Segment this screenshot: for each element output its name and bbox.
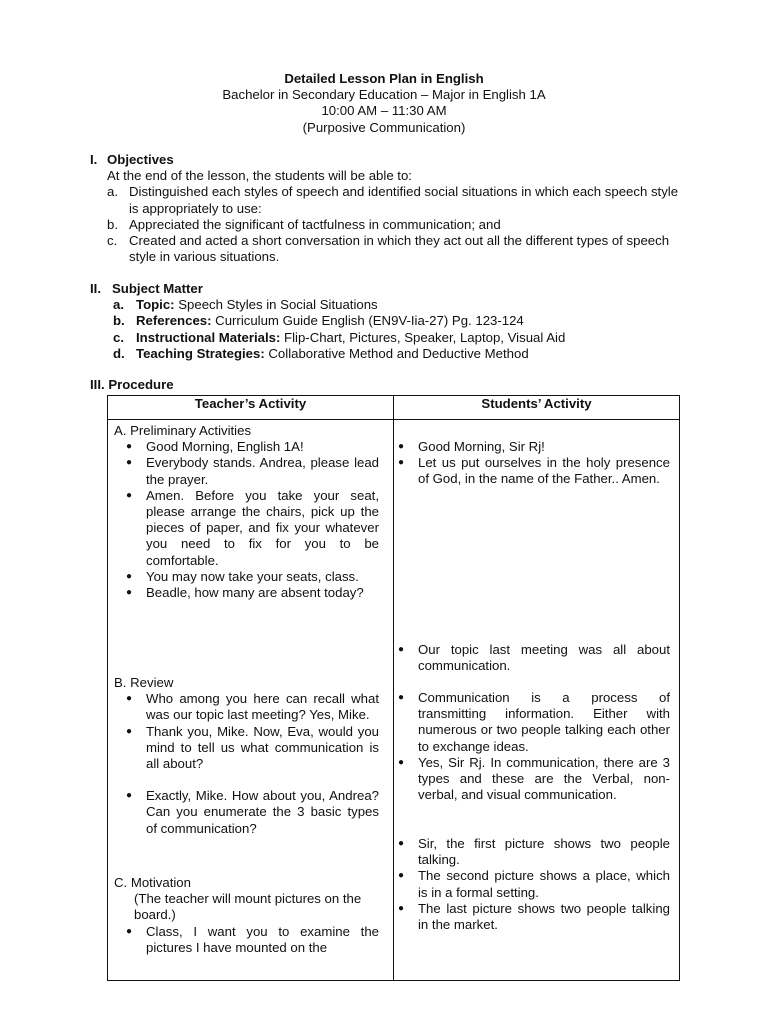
preliminary-title: A. Preliminary Activities xyxy=(114,423,252,438)
preliminary-list xyxy=(114,439,379,601)
student-motivation-list xyxy=(394,836,670,933)
item-value: Speech Styles in Social Situations xyxy=(178,297,378,313)
bullet-icon: ● xyxy=(126,441,133,453)
list-item-text: The second picture shows a place, which is in a formal setting. xyxy=(418,868,670,900)
list-item-text: Exactly, Mike. How about you, Andrea? Can you enumerate the 3 basic types of communication? xyxy=(146,788,379,836)
objective-text: Distinguished each styles of speech and identified social situations in which each speech style is appropriately to use: xyxy=(129,184,679,216)
list-item-text: The last picture shows two people talking in the market. xyxy=(418,900,670,933)
item-value: Curriculum Guide English (EN9V-Iia-27) Pg. 123-124 xyxy=(215,313,524,329)
list-item xyxy=(114,924,379,956)
list-item xyxy=(114,724,379,773)
procedure-section xyxy=(90,377,690,393)
bullet-icon: ● xyxy=(398,838,405,849)
list-item-text: Our topic last meeting was all about communication. xyxy=(418,642,670,674)
procedure-table xyxy=(107,395,680,981)
item-value: Flip-Chart, Pictures, Speaker, Laptop, Visual Aid xyxy=(284,329,566,345)
list-item xyxy=(114,455,379,487)
motivation-list xyxy=(114,924,379,956)
list-item xyxy=(394,455,670,487)
item-label: Topic: xyxy=(136,297,175,313)
objective-mark: c. xyxy=(107,233,118,249)
subject-matter-item xyxy=(90,330,690,346)
bullet-icon: ● xyxy=(398,756,405,768)
teacher-activity-header: Teacher’s Activity xyxy=(108,396,394,420)
list-item xyxy=(114,439,379,455)
review-block xyxy=(114,675,379,837)
bullet-icon: ● xyxy=(398,457,405,469)
list-item-text: Amen. Before you take your seat, please arrange the chairs, pick up the pieces of paper, and fix your whatever you need to fix for you to be comfortable. xyxy=(146,487,379,568)
item-label: References: xyxy=(136,313,212,329)
student-preliminary-list xyxy=(394,439,670,488)
bullet-icon: ● xyxy=(126,925,133,937)
motivation-block xyxy=(114,875,379,956)
list-item-text: Who among you here can recall what was our topic last meeting? Yes, Mike. xyxy=(146,691,379,723)
list-item-text: Good Morning, Sir Rj! xyxy=(418,439,545,454)
motivation-title: C. Motivation xyxy=(114,875,191,890)
list-item xyxy=(394,642,670,674)
procedure-heading xyxy=(90,377,690,393)
bullet-icon: ● xyxy=(126,489,133,501)
objective-item xyxy=(90,184,690,216)
list-item xyxy=(394,836,670,868)
student-motivation-block xyxy=(394,836,670,933)
item-mark: a. xyxy=(113,297,124,313)
list-item xyxy=(114,691,379,723)
bullet-icon: ● xyxy=(398,902,405,914)
subject-line: (Purposive Communication) xyxy=(302,119,466,135)
student-review-list xyxy=(394,690,670,803)
list-item xyxy=(394,690,670,755)
procedure-title: Procedure xyxy=(108,377,174,392)
item-value: Collaborative Method and Deductive Method xyxy=(268,345,529,361)
objective-item xyxy=(90,233,690,265)
procedure-numeral: III. xyxy=(90,377,105,392)
bullet-icon: ● xyxy=(398,870,405,882)
list-item xyxy=(394,439,670,455)
list-item xyxy=(394,868,670,900)
review-title: B. Review xyxy=(114,675,174,690)
bullet-icon: ● xyxy=(398,692,405,703)
bullet-icon: ● xyxy=(126,570,133,582)
table-header-row xyxy=(108,396,680,420)
subject-matter-item xyxy=(90,313,690,329)
objectives-intro: At the end of the lesson, the students will be able to: xyxy=(107,168,412,184)
students-activity-header: Students’ Activity xyxy=(394,396,680,420)
list-item xyxy=(114,488,379,569)
objectives-numeral: I. xyxy=(90,152,98,167)
motivation-note: (The teacher will mount pictures on the board.) xyxy=(134,891,362,923)
student-topic-block xyxy=(394,642,670,674)
list-item-text: You may now take your seats, class. xyxy=(146,568,359,584)
list-item xyxy=(394,901,670,933)
item-mark: d. xyxy=(113,345,125,361)
bullet-icon: ● xyxy=(126,587,133,599)
objectives-section xyxy=(90,152,690,265)
preliminary-block xyxy=(114,423,379,601)
student-review-block xyxy=(394,690,670,803)
subject-matter-heading xyxy=(90,281,690,297)
list-item xyxy=(114,585,379,601)
subject-matter-numeral: II. xyxy=(90,281,101,296)
objectives-heading xyxy=(90,152,690,168)
list-item-text: Sir, the first picture shows two people talking. xyxy=(418,836,670,868)
bullet-icon: ● xyxy=(126,790,133,802)
bullet-icon: ● xyxy=(126,693,133,705)
subject-matter-section xyxy=(90,281,690,362)
students-activity-cell xyxy=(394,420,680,981)
list-item-text: Yes, Sir Rj. In communication, there are 3 types and these are the Verbal, non-verbal, and visual communication. xyxy=(418,754,670,803)
list-item xyxy=(114,788,379,837)
list-item-text: Let us put ourselves in the holy presence of God, in the name of the Father.. Amen. xyxy=(418,455,670,487)
table-row xyxy=(108,420,680,981)
subject-matter-item xyxy=(90,346,690,362)
list-item xyxy=(114,569,379,585)
list-item-text: Beadle, how many are absent today? xyxy=(146,585,364,601)
list-item xyxy=(394,755,670,804)
bullet-icon: ● xyxy=(398,441,405,452)
bullet-icon: ● xyxy=(126,725,133,737)
student-topic-list xyxy=(394,642,670,674)
subject-matter-item xyxy=(90,297,690,313)
list-item-text: Good Morning, English 1A! xyxy=(146,439,304,455)
objective-mark: a. xyxy=(107,184,118,200)
objective-text: Created and acted a short conversation in which they act out all the different types of speech style in various situations. xyxy=(129,233,670,265)
objective-item xyxy=(90,217,690,233)
document-title: Detailed Lesson Plan in English xyxy=(284,71,484,86)
objective-mark: b. xyxy=(107,216,118,232)
subject-matter-title: Subject Matter xyxy=(112,281,203,296)
list-item-text: Everybody stands. Andrea, please lead the prayer. xyxy=(146,455,379,487)
list-item-text: Thank you, Mike. Now, Eva, would you mind to tell us what communication is all about? xyxy=(146,723,379,772)
list-item-text: Communication is a process of transmitting information. Either with numerous or two people talking each other to exchange ideas. xyxy=(418,690,670,754)
item-mark: b. xyxy=(113,313,125,329)
time-line: 10:00 AM – 11:30 AM xyxy=(321,103,447,119)
program-line: Bachelor in Secondary Education – Major in English 1A xyxy=(222,87,546,103)
item-mark: c. xyxy=(113,329,124,345)
student-preliminary-block xyxy=(394,439,670,488)
document-header xyxy=(0,71,768,136)
item-label: Instructional Materials: xyxy=(136,329,281,345)
teacher-activity-cell xyxy=(108,420,394,981)
objectives-title: Objectives xyxy=(107,152,174,167)
item-label: Teaching Strategies: xyxy=(136,345,265,361)
bullet-icon: ● xyxy=(398,644,405,655)
review-list xyxy=(114,691,379,837)
list-item-text: Class, I want you to examine the pictures I have mounted on the xyxy=(146,923,379,955)
objective-text: Appreciated the significant of tactfulness in communication; and xyxy=(129,216,501,232)
bullet-icon: ● xyxy=(126,457,133,469)
